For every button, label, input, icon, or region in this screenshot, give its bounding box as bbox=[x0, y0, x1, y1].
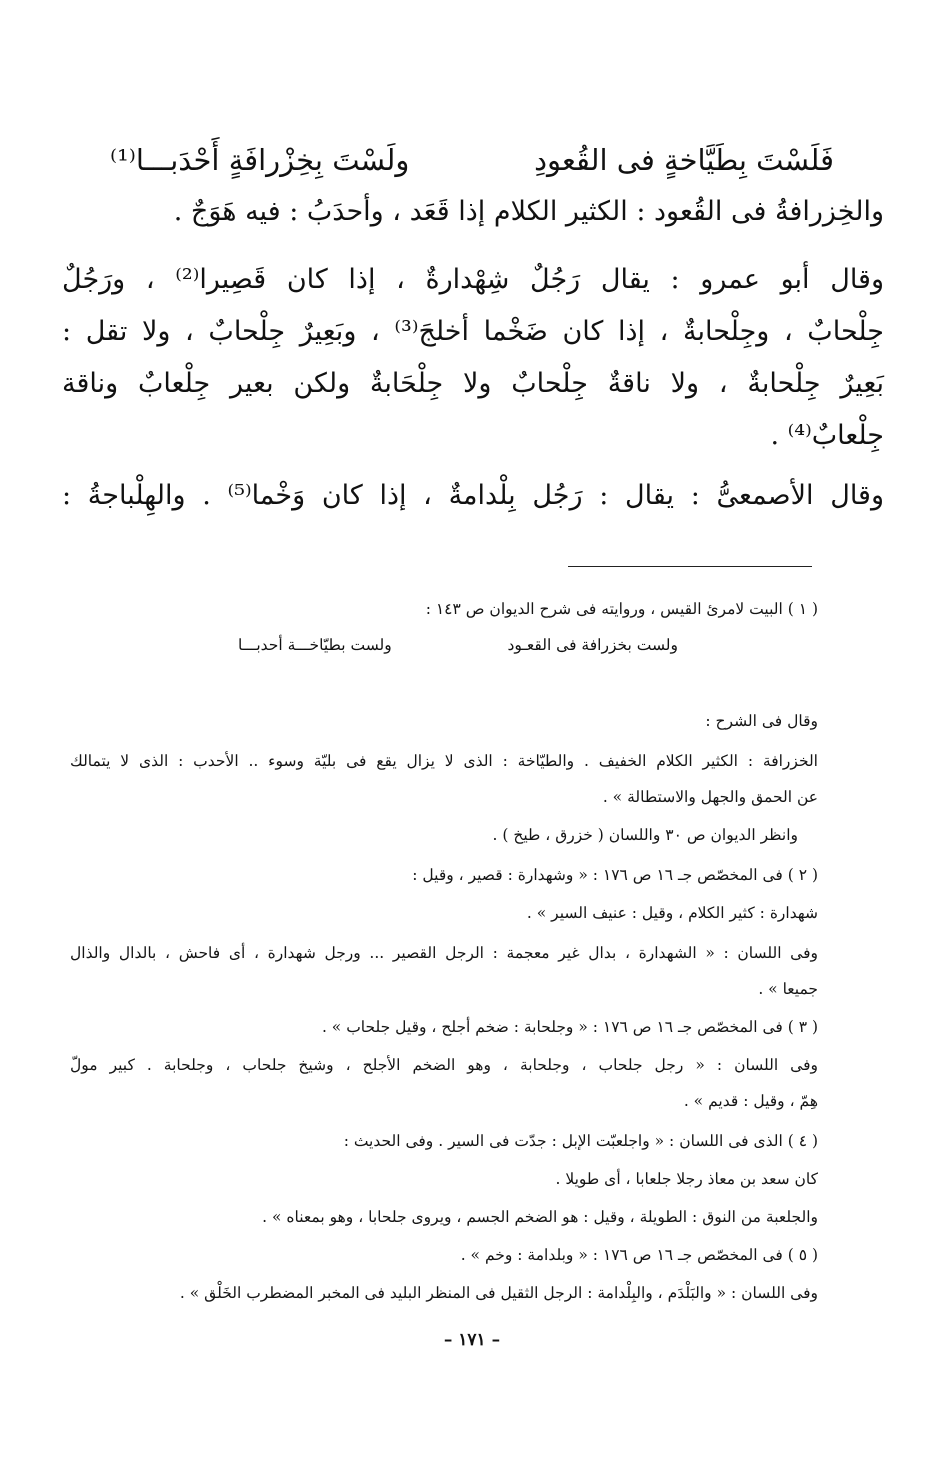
footnote-1-definition-line-2: عن الحمق والجهل والاستطالة » . bbox=[602, 788, 818, 806]
verse-second-hemistich: ولَسْتَ بِخِزْرافَةٍ أَحْدَبـــا⁽¹⁾ bbox=[110, 143, 410, 177]
footnote-3-line-2: وفى اللسان : « رجل جلحاب ، وجلحابة ، وهو الضخم الأجلح ، وشيخ جلحاب ، وجلحابة . كبير مولّ bbox=[70, 1056, 818, 1074]
footnote-4-line-1: ( ٤ ) الذى فى اللسان : « واجلعبّت الإبل : جدّت فى السير . وفى الحديث : bbox=[343, 1132, 818, 1150]
footnote-1-definition-line-1: الخزرافة : الكثير الكلام الخفيف . والطيّاخة : الذى لا يزال يقع فى بليّة وسوء .. الأحدب : الذى لا يتمالك bbox=[70, 752, 818, 770]
footnote-5-line-2: وفى اللسان : « والبَلْدَم ، والبِلْدامة : الرجل الثقيل فى المنظر البليد فى المخبر المضطرب الخَلْق » . bbox=[179, 1284, 818, 1302]
page-number: – ١٧١ – bbox=[443, 1330, 501, 1350]
verse-first-hemistich: فَلَسْتَ بِطَيَّاخةٍ فى القُعودِ bbox=[534, 143, 834, 177]
footnote-3-line-3: هِمّ ، وقيل : قديم » . bbox=[683, 1092, 818, 1110]
body-line-6: وقال الأصمعىُّ : يقال : رَجُل بِلْدامةٌ ، إذا كان وَخْما⁽⁵⁾ . والهِلْباجةُ : bbox=[62, 480, 884, 511]
footnote-3-line-1: ( ٣ ) فى المخصّص جـ ١٦ ص ١٧٦ : « وجلحابة : ضخم أجلح ، وقيل جلحاب » . bbox=[321, 1018, 818, 1036]
footnote-1-verse-second: ولست بطيّاخـــة أحدبـــا bbox=[238, 636, 392, 654]
footnote-1-verse bbox=[238, 636, 678, 654]
body-line-5: جِلْعابٌ⁽⁴⁾ . bbox=[770, 420, 884, 451]
body-line-4: بَعِيرٌ جِلْحابةٌ ، ولا ناقةٌ جِلْحابٌ ولا جِلْحَابةٌ ولكن بعير جِلْعابٌ وناقة bbox=[62, 368, 884, 399]
body-line-1: والخِزرافةُ فى القُعود : الكثير الكلام إذا قَعَد ، وأحدَبُ : فيه هَوَجٌ . bbox=[173, 196, 884, 227]
footnote-2-line-4: جميعا » . bbox=[758, 980, 818, 998]
footnote-2-line-3: وفى اللسان : « الشهدارة ، بدال غير معجمة : الرجل القصير ... ورجل شهدارة ، أى فاحش ، بالدال والذال bbox=[70, 944, 818, 962]
footnote-5-line-1: ( ٥ ) فى المخصّص جـ ١٦ ص ١٧٦ : « وبلدامة : وخم » . bbox=[460, 1246, 818, 1264]
footnote-1-verse-first: ولست بخزرافة فى القعـود bbox=[507, 636, 678, 654]
poetry-verse bbox=[110, 138, 834, 182]
footnote-2-line-1: ( ٢ ) فى المخصّص جـ ١٦ ص ١٧٦ : « وشهدارة : قصير ، وقيل : bbox=[412, 866, 818, 884]
footnote-divider bbox=[568, 566, 812, 567]
footnote-2-line-2: شهدارة : كثير الكلام ، وقيل : عنيف السير » . bbox=[526, 904, 818, 922]
body-line-3: جِلْحابٌ ، وجِلْحابةٌ ، إذا كان ضَخْما أخلجَ⁽³⁾ ، وبَعِيرٌ جِلْحابٌ ، ولا تقل : bbox=[62, 316, 885, 347]
body-line-2: وقال أبو عمرو : يقال رَجُلٌ شِهْدارةٌ ، إذا كان قَصِيرا⁽²⁾ ، ورَجُلٌ bbox=[62, 264, 884, 295]
footnote-4-line-2: كان سعد بن معاذ رجلا جلعابا ، أى طويلا . bbox=[555, 1170, 818, 1188]
footnote-1-see-also: وانظر الديوان ص ٣٠ واللسان ( خزرق ، طيخ ) . bbox=[492, 826, 798, 844]
footnote-4-line-3: والجلعبة من النوق : الطويلة ، وقيل : هو الضخم الجسم ، ويروى جلحابا ، وهو بمعناه » . bbox=[262, 1208, 818, 1226]
footnote-1-sharh: وقال فى الشرح : bbox=[705, 712, 818, 730]
footnote-1-intro: ( ١ ) البيت لامرئ القيس ، وروايته فى شرح الديوان ص ١٤٣ : bbox=[425, 600, 818, 618]
